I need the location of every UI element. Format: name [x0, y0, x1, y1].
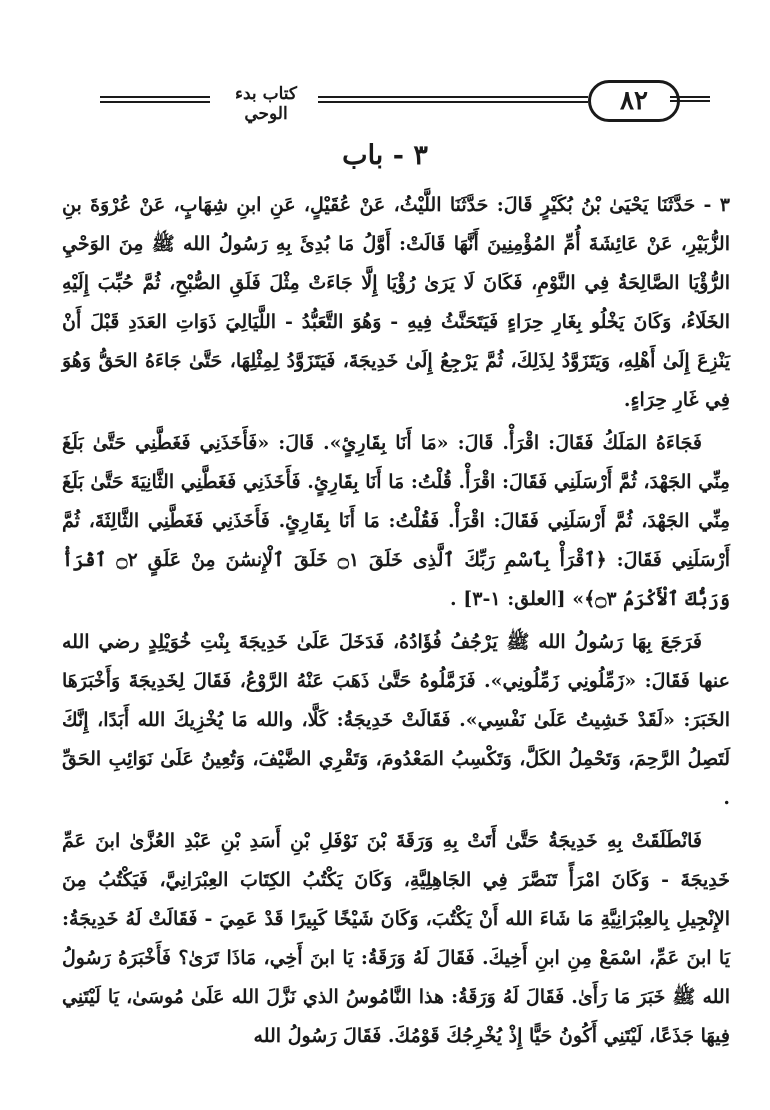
header-rule-left [100, 96, 210, 104]
paragraph-angel: فَجَاءَهُ المَلَكُ فَقَالَ: اقْرَأْ. قَالَ: «مَا أَنَا بِقَارِئٍ». قَالَ: «فَأَخَذَنِي فَغَطَّنِي حَتَّىٰ بَلَغَ مِنِّي الجَهْدَ، ثُمَّ أَرْسَلَنِي فَقَالَ: اقْرَأْ. قُلْتُ: مَا أَنَا بِقَارِئٍ. فَأَخَذَنِي فَغَطَّنِي الثَّانِيَةَ حَتَّىٰ بَلَغَ مِنِّي الجَهْدَ، ثُمَّ أَرْسَلَنِي فَقَالَ: اقْرَأْ. فَقُلْتُ: مَا أَنَا بِقَارِئٍ. فَأَخَذَنِي فَغَطَّنِي الثَّالِثَةَ، ثُمَّ أَرْسَلَنِي فَقَالَ: ﴿ٱقْرَأْ بِٱسْمِ رَبِّكَ ٱلَّذِى خَلَقَ ۝١ خَلَقَ ٱلْإِنسَٰنَ مِنْ عَلَقٍ ۝٢ ٱقْرَأْ وَرَبُّكَ ٱلْأَكْرَمُ ۝٣﴾» [العلق: ١-٣] . [62, 432, 730, 610]
page-header [40, 70, 730, 126]
body-text [62, 186, 730, 1060]
header-rule-right [318, 96, 588, 104]
chapter-heading: ٣ - باب [342, 140, 428, 171]
header-rule-tail [670, 96, 710, 102]
page-number-badge [588, 80, 680, 122]
paragraph-hadith-opening: ٣ - حَدَّثَنَا يَحْيَىٰ بْنُ بُكَيْرٍ قَالَ: حَدَّثَنَا اللَّيْثُ، عَنْ عُقَيْلٍ، عَنِ ابنِ شِهَابٍ، عَنْ عُرْوَةَ بنِ الزُّبَيْرِ، عَنْ عَائِشَةَ أُمِّ المُؤْمِنِينَ أَنَّهَا قَالَتْ: أَوَّلُ مَا بُدِئَ بِهِ رَسُولُ الله ﷺ مِنَ الوَحْيِ الرُّؤْيَا الصَّالِحَةُ فِي النَّوْمِ، فَكَانَ لَا يَرَىٰ رُؤْيَا إِلَّا جَاءَتْ مِثْلَ فَلَقِ الصُّبْحِ، ثُمَّ حُبِّبَ إِلَيْهِ الخَلَاءُ، وَكَانَ يَخْلُو بِغَارِ حِرَاءٍ فَيَتَحَنَّثُ فِيهِ - وَهُوَ التَّعَبُّدُ - اللَّيَالِيَ ذَوَاتِ العَدَدِ قَبْلَ أَنْ يَنْزِعَ إِلَىٰ أَهْلِهِ، وَيَتَزَوَّدُ لِذَلِكَ، ثُمَّ يَرْجِعُ إِلَىٰ خَدِيجَةَ، فَيَتَزَوَّدُ لِمِثْلِهَا، حَتَّىٰ جَاءَهُ الحَقُّ وَهُوَ فِي غَارِ حِرَاءٍ. [62, 194, 730, 411]
page-number: ٨٢ [620, 86, 648, 116]
paragraph-return: فَرَجَعَ بِهَا رَسُولُ الله ﷺ يَرْجُفُ فُؤَادُهُ، فَدَخَلَ عَلَىٰ خَدِيجَةَ بِنْتِ خُوَيْلِدٍ رضي الله عنها فَقَالَ: «زَمِّلُونِي زَمِّلُونِي». فَزَمَّلُوهُ حَتَّىٰ ذَهَبَ عَنْهُ الرَّوْعُ، فَقَالَ لِخَدِيجَةَ وَأَخْبَرَهَا الخَبَرَ: «لَقَدْ خَشِيتُ عَلَىٰ نَفْسِي». فَقَالَتْ خَدِيجَةُ: كَلَّا، والله مَا يُخْزِيكَ الله أَبَدًا، إِنَّكَ لَتَصِلُ الرَّحِمَ، وَتَحْمِلُ الكَلَّ، وَتَكْسِبُ المَعْدُومَ، وَتَقْرِي الضَّيْفَ، وَتُعِينُ عَلَىٰ نَوَائِبِ الحَقِّ . [62, 631, 730, 809]
paragraph-waraqa: فَانْطَلَقَتْ بِهِ خَدِيجَةُ حَتَّىٰ أَتَتْ بِهِ وَرَقَةَ بْنَ نَوْفَلِ بْنِ أَسَدِ بْنِ عَبْدِ العُزَّىٰ ابنَ عَمِّ خَدِيجَةَ - وَكَانَ امْرَأً تَنَصَّرَ فِي الجَاهِلِيَّةِ، وَكَانَ يَكْتُبُ الكِتَابَ العِبْرَانِيَّ، فَيَكْتُبُ مِنَ الإِنْجِيلِ بِالعِبْرَانِيَّةِ مَا شَاءَ الله أَنْ يَكْتُبَ، وَكَانَ شَيْخًا كَبِيرًا قَدْ عَمِيَ - فَقَالَتْ لَهُ خَدِيجَةُ: يَا ابنَ عَمِّ، اسْمَعْ مِنِ ابنِ أَخِيكَ. فَقَالَ لَهُ وَرَقَةُ: يَا ابنَ أَخِي، مَاذَا تَرَىٰ؟ فَأَخْبَرَهُ رَسُولُ الله ﷺ خَبَرَ مَا رَأَىٰ. فَقَالَ لَهُ وَرَقَةُ: هذا النَّامُوسُ الذي نَزَّلَ الله عَلَىٰ مُوسَىٰ، يَا لَيْتَنِي فِيهَا جَذَعًا، لَيْتَنِي أَكُونُ حَيًّا إِذْ يُخْرِجُكَ قَوْمُكَ. فَقَالَ رَسُولُ الله [62, 830, 730, 1047]
running-title: كتاب بدء الوحي [235, 84, 297, 124]
